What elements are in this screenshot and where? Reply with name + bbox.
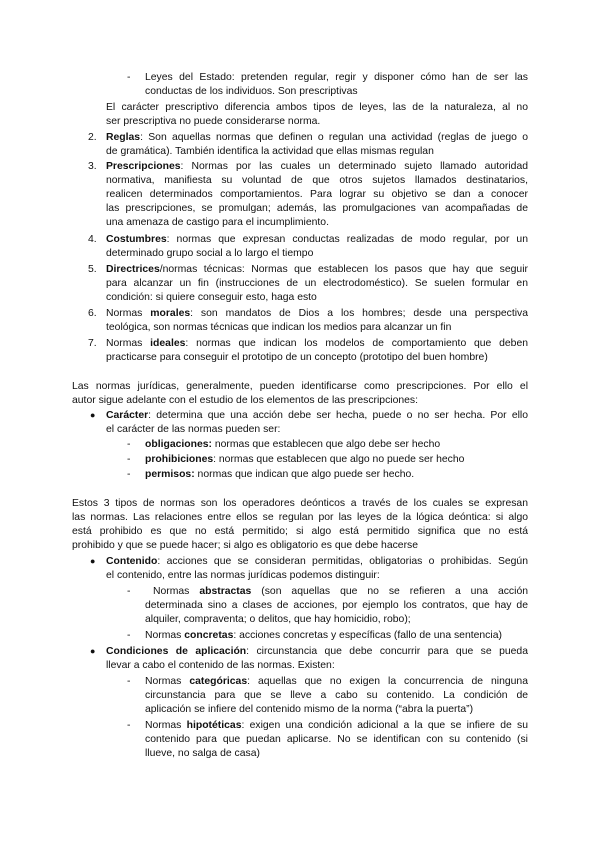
list-number: 4. xyxy=(88,234,97,245)
term: Condiciones de aplicación xyxy=(106,646,247,657)
sub-item: obligaciones: normas que establecen que algo debe ser hecho xyxy=(145,439,441,450)
text-line: contenido para que puedan aplicarse. No se identifican con su contenido (si xyxy=(145,734,528,745)
dash-marker: - xyxy=(127,630,131,641)
list-item: Normas morales: son mandatos de Dios a los hombres; desde una perspectiva xyxy=(106,308,528,319)
text-line: ser prescriptiva no puede considerarse norma. xyxy=(106,116,321,127)
sub-item: prohibiciones: normas que establecen que algo no puede ser hecho xyxy=(145,454,465,465)
list-number: 6. xyxy=(88,308,97,319)
list-number: 5. xyxy=(88,264,97,275)
bullet-marker: ● xyxy=(90,556,96,566)
text-line: alquiler, compraventa; o delitos, que hay homicidio, robo); xyxy=(145,614,411,625)
text-line: está prohibido es que no está permitido; si algo está permitido significa que no está xyxy=(72,526,528,537)
text-line: autor sigue adelante con el estudio de los elementos de las prescripciones: xyxy=(72,395,418,406)
text-line: las normas. Las relaciones entre ellos se regulan por las leyes de la lógica deóntica: si algo xyxy=(72,512,528,523)
list-number: 3. xyxy=(88,161,97,172)
text-line: normativa, manifiesta su voluntad de que otros sujetos llamados destinatarios, xyxy=(106,175,528,186)
text-line: practicarse para conseguir el prototipo de un concepto (prototipo del buen hombre) xyxy=(106,352,488,363)
sub-item: Normas concretas: acciones concretas y específicas (fallo de una sentencia) xyxy=(145,630,502,641)
text-line: condición: si quiere conseguir esto, haga esto xyxy=(106,292,317,303)
term: Prescripciones xyxy=(106,161,181,172)
term: Reglas xyxy=(106,132,141,143)
text-line: llueve, no salga de casa) xyxy=(145,748,260,759)
dash-marker: - xyxy=(127,439,131,450)
text-line: para alcanzar un fin (instrucciones de un electrodoméstico). Se suelen formular en xyxy=(106,278,528,289)
dash-marker: - xyxy=(127,72,131,83)
list-item: Directrices/normas técnicas: Normas que establecen los pasos que hay que seguir xyxy=(106,264,528,275)
bullet-marker: ● xyxy=(90,410,96,420)
text-line: Las normas jurídicas, generalmente, pueden identificarse como prescripciones. Por ello el xyxy=(72,381,528,392)
text-line: de gramática). También identifica la actividad que ellas mismas regulan xyxy=(106,146,434,157)
text-line: teológica, son normas técnicas que indican los medios para alcanzar un fin xyxy=(106,322,452,333)
term: Costumbres xyxy=(106,234,167,245)
text-line: realicen determinados comportamientos. Para lograr su objetivo se dan a conocer xyxy=(106,189,528,200)
text-line: Estos 3 tipos de normas son los operadores deónticos a través de los cuales se expresan xyxy=(72,498,528,509)
term: ideales xyxy=(150,338,186,349)
text-line: El carácter prescriptivo diferencia ambos tipos de leyes, las de la naturaleza, al no xyxy=(106,102,528,113)
list-number: 7. xyxy=(88,338,97,349)
list-item: Reglas: Son aquellas normas que definen o regulan una actividad (reglas de juego o xyxy=(106,132,528,143)
term: morales xyxy=(150,308,191,319)
text-line: Leyes del Estado: pretenden regular, regir y disponer cómo han de ser las xyxy=(145,72,528,83)
sub-item: Normas abstractas (son aquellas que no se refieren a una acción xyxy=(153,586,528,597)
list-item: Normas ideales: normas que indican los modelos de comportamiento que deben xyxy=(106,338,529,349)
term: Carácter xyxy=(106,410,149,421)
sub-item: permisos: normas que indican que algo puede ser hecho. xyxy=(145,469,415,480)
text-line: las prescripciones, se promulgan; además, las promulgaciones van acompañadas de xyxy=(106,203,528,214)
list-item: Carácter: determina que una acción debe ser hecha, puede o no ser hecha. Por ello xyxy=(106,410,528,421)
dash-marker: - xyxy=(127,720,131,731)
list-item: Contenido: acciones que se consideran permitidas, obligatorias o prohibidas. Según xyxy=(106,556,528,567)
list-item: Condiciones de aplicación: circunstancia que debe concurrir para que se pueda xyxy=(106,646,528,657)
text-line: el contenido, entre las normas jurídicas podemos distinguir: xyxy=(106,570,380,581)
text-line: el carácter de las normas pueden ser: xyxy=(106,424,281,435)
text-line: conductas de los individuos. Son prescriptivas xyxy=(145,86,358,97)
dash-marker: - xyxy=(127,454,131,465)
text-line: determinada sino a clases de acciones, por ejemplo los contratos, que hay de xyxy=(145,600,528,611)
text-line: llevar a cabo el contenido de las normas. Existen: xyxy=(106,660,335,671)
dash-marker: - xyxy=(127,469,131,480)
text-line: prohibido y que se puede hacer; si algo es obligatorio es que debe hacerse xyxy=(72,540,419,551)
list-item: Prescripciones: Normas por las cuales un determinado sujeto llamado autoridad xyxy=(106,161,528,172)
list-item: Costumbres: normas que expresan conductas realizadas de modo regular, por un xyxy=(106,234,528,245)
dash-marker: - xyxy=(127,676,131,687)
list-number: 2. xyxy=(88,132,97,143)
text-line: aplicación se infiere del contenido mismo de la norma (“abra la puerta”) xyxy=(145,704,474,715)
text-line: determinado grupo social a lo largo el tiempo xyxy=(106,248,314,259)
bullet-marker: ● xyxy=(90,646,96,656)
text-line: circunstancia para que se lleve a cabo su contenido. La condición de xyxy=(145,690,528,701)
dash-marker: - xyxy=(127,586,131,597)
sub-item: Normas categóricas: aquellas que no exigen la concurrencia de ninguna xyxy=(145,676,528,687)
text-line: una amenaza de castigo para el incumplimiento. xyxy=(106,217,329,228)
sub-item: Normas hipotéticas: exigen una condición adicional a la que se infiere de su xyxy=(145,720,528,731)
term: Contenido xyxy=(106,556,158,567)
term: Directrices xyxy=(106,264,160,275)
